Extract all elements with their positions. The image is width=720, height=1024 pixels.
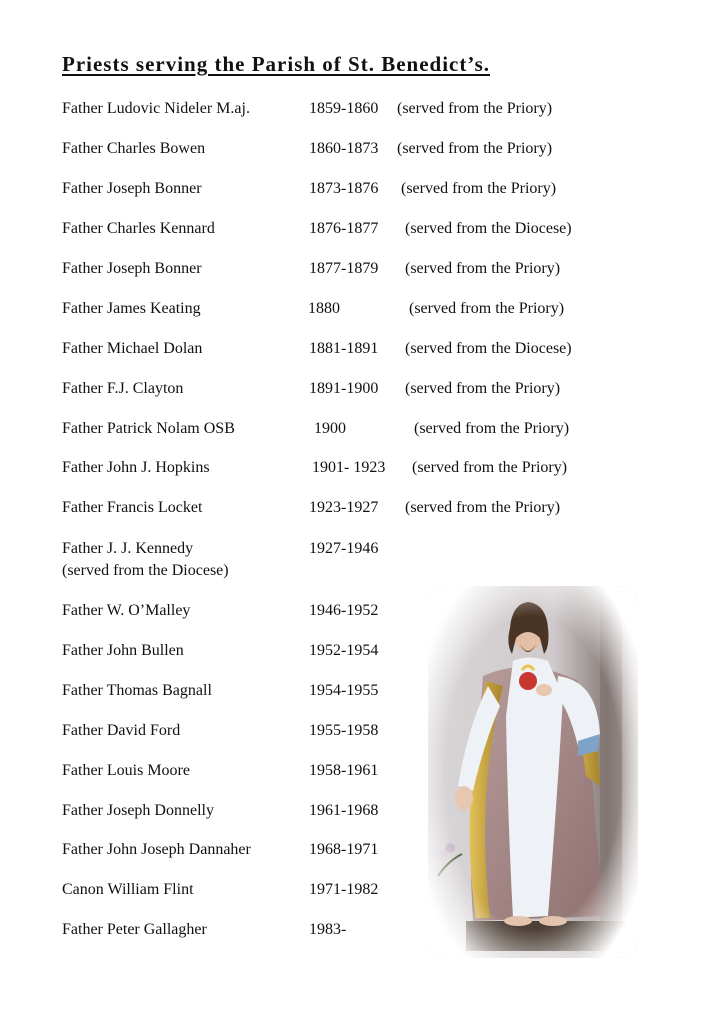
service-note: (served from the Priory) (401, 180, 557, 197)
priest-name: Father David Ford (62, 722, 181, 739)
priest-name: Father James Keating (62, 300, 201, 317)
priest-name: Father J. J. Kennedy (62, 540, 194, 557)
service-years: 1876-1877 (309, 220, 379, 237)
service-years: 1958-1961 (309, 762, 379, 779)
page-title: Priests serving the Parish of St. Benedict’s. (62, 52, 491, 76)
priest-name: Father Charles Bowen (62, 140, 206, 157)
service-note: (served from the Priory) (397, 100, 553, 117)
service-years: 1961-1968 (309, 802, 379, 819)
service-years: 1873-1876 (309, 180, 379, 197)
priest-name: Father Francis Locket (62, 499, 203, 516)
sacred-heart-statue-photo (428, 586, 638, 958)
service-years: 1891-1900 (309, 380, 379, 397)
service-years: 1971-1982 (309, 881, 379, 898)
service-years: 1927-1946 (309, 540, 379, 557)
priest-name: Father Peter Gallagher (62, 921, 207, 938)
service-note: (served from the Priory) (414, 420, 570, 437)
service-years: 1900 (314, 420, 346, 437)
priest-name: Father Charles Kennard (62, 220, 215, 237)
service-note: (served from the Priory) (412, 459, 568, 476)
priest-name: Father John J. Hopkins (62, 459, 210, 476)
service-years: 1983- (309, 921, 347, 938)
service-years: 1881-1891 (309, 340, 379, 357)
service-note: (served from the Diocese) (405, 340, 572, 357)
priest-name: Canon William Flint (62, 881, 194, 898)
priest-name: Father Thomas Bagnall (62, 682, 212, 699)
priest-name: Father Joseph Bonner (62, 260, 202, 277)
service-note: (served from the Diocese) (405, 220, 572, 237)
service-years: 1877-1879 (309, 260, 379, 277)
priest-name: Father Joseph Bonner (62, 180, 202, 197)
service-years: 1923-1927 (309, 499, 379, 516)
service-note: (served from the Diocese) (62, 562, 229, 579)
priest-name: Father John Bullen (62, 642, 184, 659)
priest-name: Father Ludovic Nideler M.aj. (62, 100, 250, 117)
service-years: 1880 (308, 300, 340, 317)
service-note: (served from the Priory) (405, 260, 561, 277)
service-years: 1954-1955 (309, 682, 379, 699)
priest-name: Father Michael Dolan (62, 340, 203, 357)
service-years: 1946-1952 (309, 602, 379, 619)
service-years: 1968-1971 (309, 841, 379, 858)
priest-name: Father F.J. Clayton (62, 380, 184, 397)
service-years: 1952-1954 (309, 642, 379, 659)
priest-name: Father Joseph Donnelly (62, 802, 214, 819)
priest-name: Father John Joseph Dannaher (62, 841, 251, 858)
priest-name: Father W. O’Malley (62, 602, 191, 619)
service-note: (served from the Priory) (409, 300, 565, 317)
service-note: (served from the Priory) (405, 380, 561, 397)
priest-name: Father Patrick Nolam OSB (62, 420, 235, 437)
service-note: (served from the Priory) (405, 499, 561, 516)
service-years: 1860-1873 (309, 140, 379, 157)
service-years: 1901- 1923 (312, 459, 386, 476)
service-years: 1955-1958 (309, 722, 379, 739)
priest-name: Father Louis Moore (62, 762, 190, 779)
service-years: 1859-1860 (309, 100, 379, 117)
service-note: (served from the Priory) (397, 140, 553, 157)
